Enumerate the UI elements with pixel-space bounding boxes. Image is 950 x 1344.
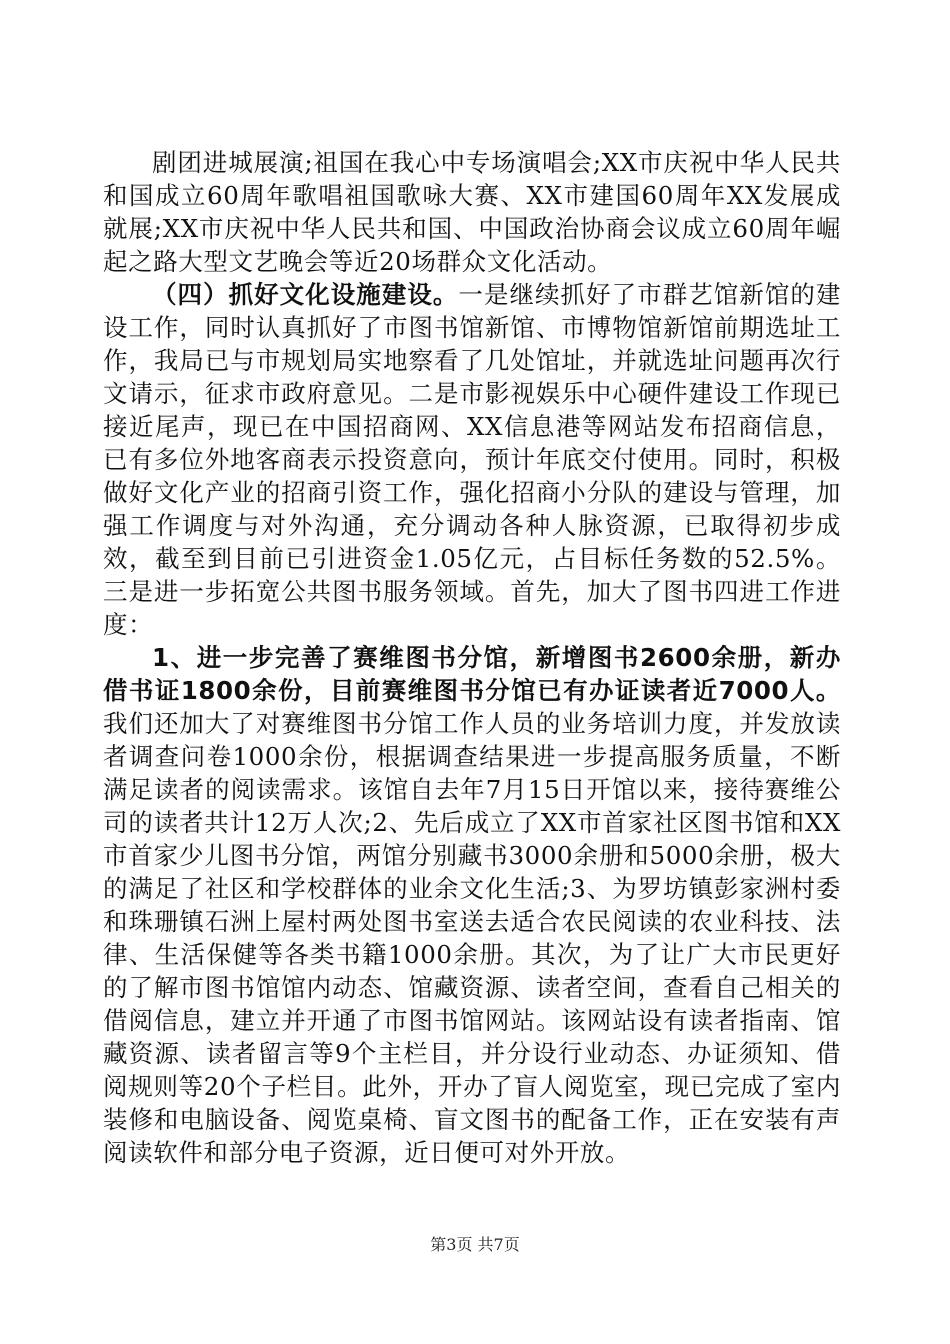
section-heading: （四）抓好文化设施建设。	[152, 280, 459, 309]
document-body	[103, 146, 841, 1169]
page-footer	[0, 1232, 950, 1255]
paragraph-facilities-construction	[103, 278, 841, 641]
paragraph-text: 我们还加大了对赛维图书分馆工作人员的业务培训力度，并发放读者调查问卷1000余份，根据调查结果进一步提高服务质量，不断满足读者的阅读需求。该馆自去年7月15日开馆以来，接待赛维公司的读者共计12万人次;2、先后成立了XX市首家社区图书馆和XX市首家少儿图书分馆，两馆分别藏书3000余册和5000余册，极大的满足了社区和学校群体的业余文化生活;3、为罗坊镇彭家洲村委和珠珊镇石洲上屋村两处图书室送去适合农民阅读的农业科技、法律、生活保健等各类书籍1000余册。其次，为了让广大市民更好的了解市图书馆馆内动态、馆藏资源、读者空间，查看自己相关的借阅信息，建立并开通了市图书馆网站。该网站设有读者指南、馆藏资源、读者留言等9个主栏目，并分设行业动态、办证须知、借阅规则等20个子栏目。此外，开办了盲人阅览室，现已完成了室内装修和电脑设备、阅览桌椅、盲文图书的配备工作，正在安装有声阅读软件和部分电子资源，近日便可对外开放。	[103, 709, 841, 1167]
paragraph-text: 剧团进城展演;祖国在我心中专场演唱会;XX市庆祝中华人民共和国成立60周年歌唱祖国歌咏大赛、XX市建国60周年XX发展成就展;XX市庆祝中华人民共和国、中国政治协商会议成立60周年崛起之路大型文艺晚会等近20场群众文化活动。	[103, 148, 841, 276]
paragraph-text: 一是继续抓好了市群艺馆新馆的建设工作，同时认真抓好了市图书馆新馆、市博物馆新馆前期选址工作，我局已与市规划局实地察看了几处馆址，并就选址问题再次行文请示，征求市政府意见。二是市影视娱乐中心硬件建设工作现已接近尾声，现已在中国招商网、XX信息港等网站发布招商信息，已有多位外地客商表示投资意向，预计年底交付使用。同时，积极做好文化产业的招商引资工作，强化招商小分队的建设与管理，加强工作调度与对外沟通，充分调动各种人脉资源，已取得初步成效，截至到目前已引进资金1.05亿元，占目标任务数的52.5%。三是进一步拓宽公共图书服务领域。首先，加大了图书四进工作进度：	[103, 280, 842, 639]
bold-lead-sentence: 1、进一步完善了赛维图书分馆，新增图书2600余册，新办借书证1800余份，目前赛维图书分馆已有办证读者近7000人。	[103, 643, 841, 705]
paragraph-cultural-activities	[103, 146, 841, 278]
page-number: 第3页 共7页	[430, 1235, 520, 1254]
paragraph-library-services	[103, 641, 841, 1169]
